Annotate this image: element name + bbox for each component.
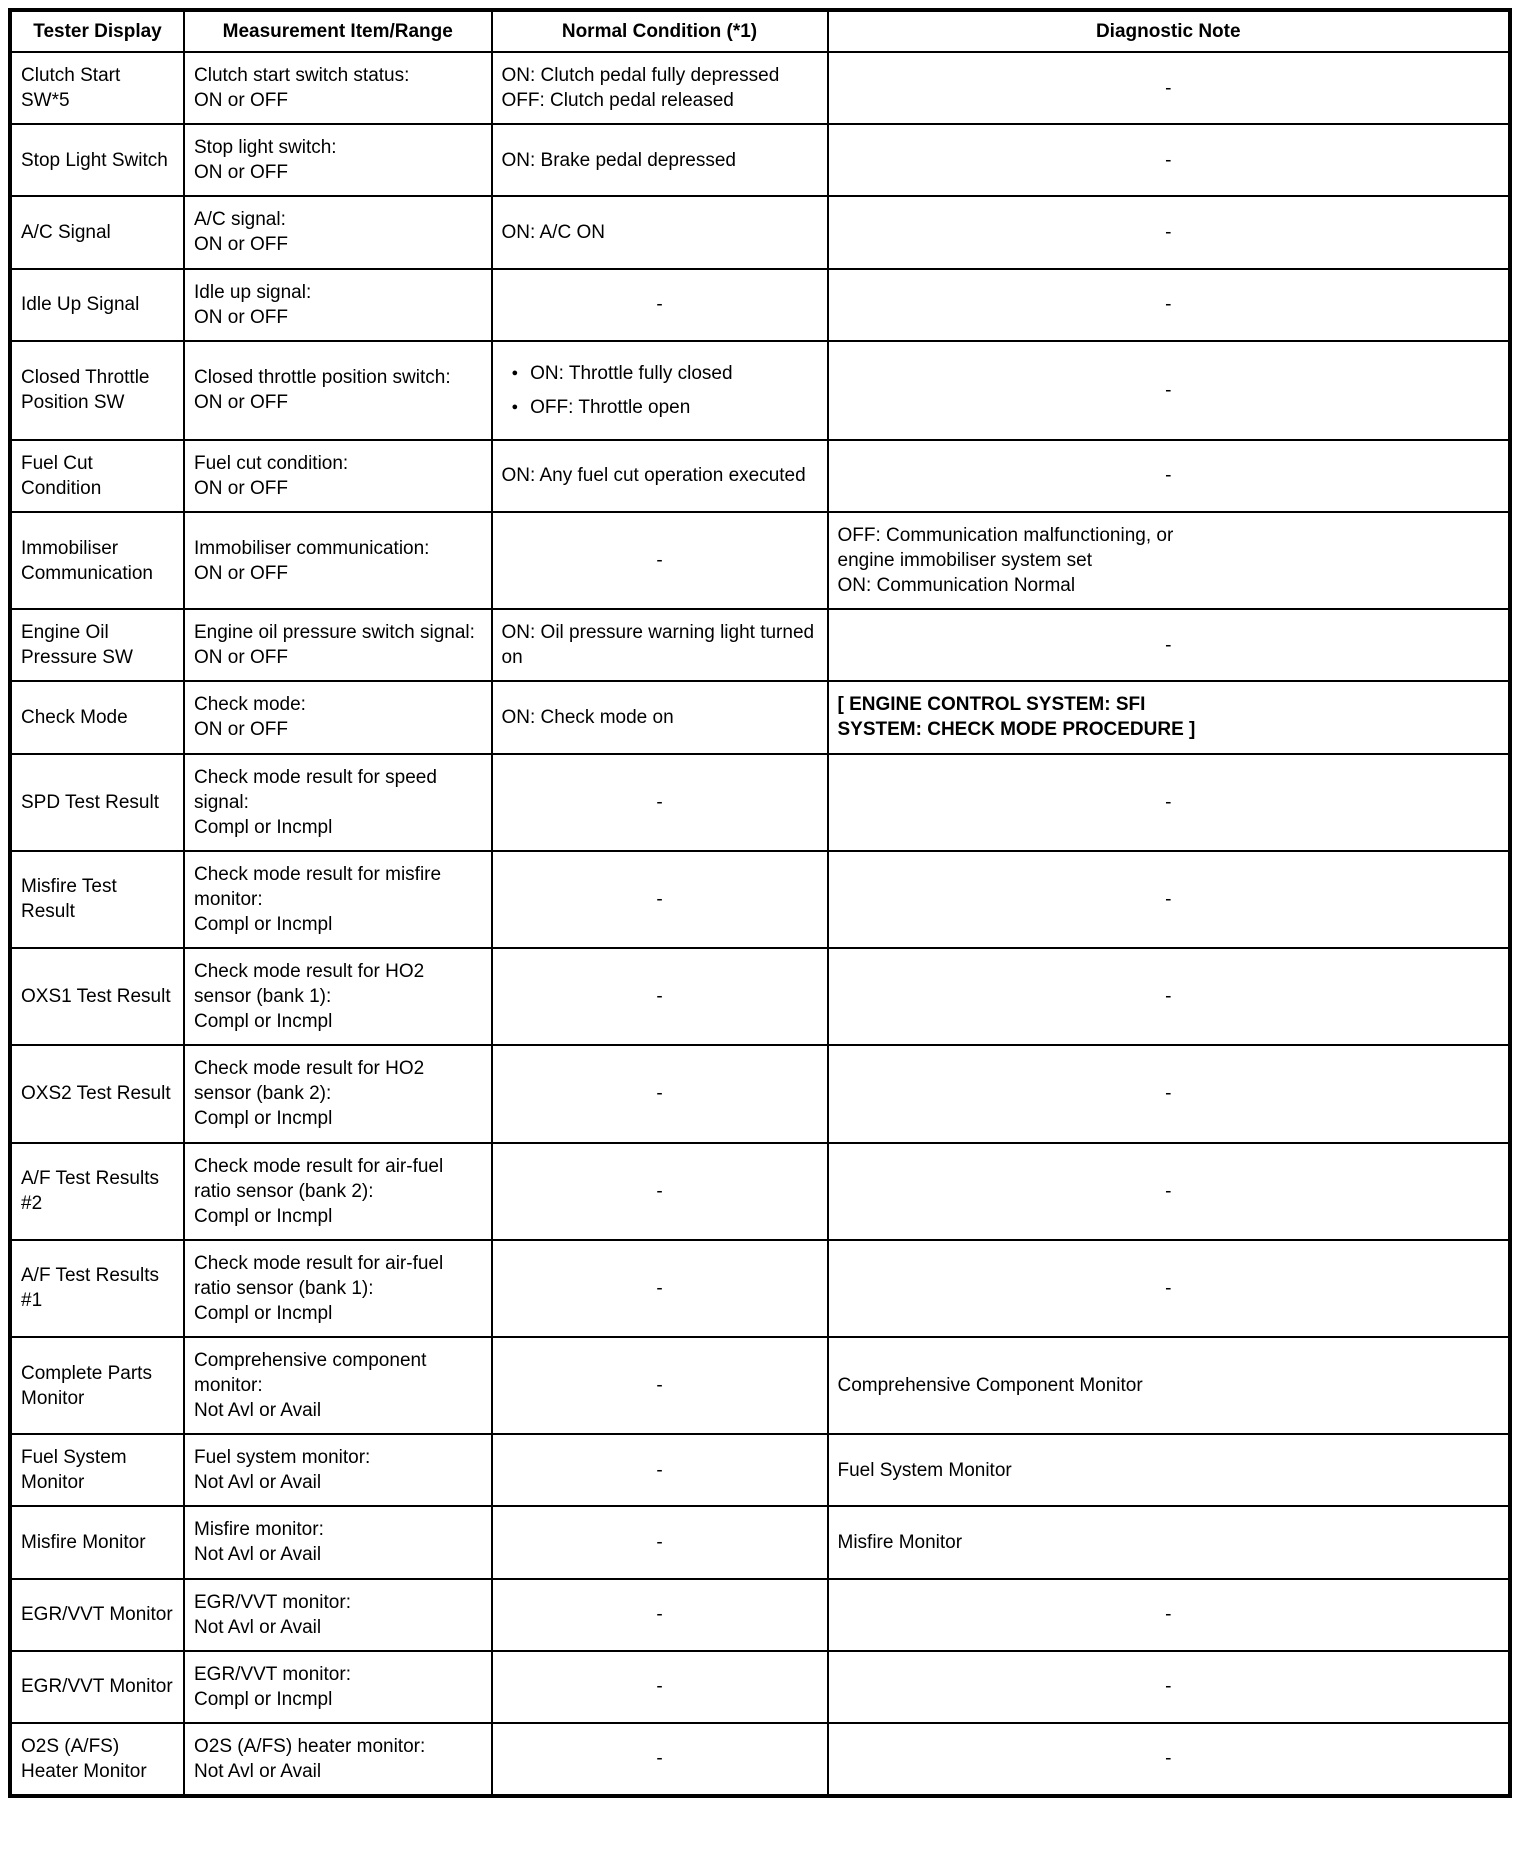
table-row [10,754,1510,851]
normal-condition-cell [492,1434,828,1506]
column-header: Measurement Item/Range [184,10,492,52]
diagnostic-note-cell [828,1723,1511,1796]
measurement-cell [184,124,492,196]
table-row [10,948,1510,1045]
cell-line: Not Avl or Avail [194,1400,322,1422]
cell-line: SYSTEM: CHECK MODE PROCEDURE ] [837,719,1196,741]
table-row [10,1045,1510,1142]
diagnostic-note-cell [828,1045,1511,1142]
normal-condition-cell [492,1579,828,1651]
dash-value: - [656,1676,663,1698]
cell-line: Fuel system monitor: [194,1447,371,1469]
cell-line: Compl or Incmpl [194,1108,333,1130]
cell-line: Not Avl or Avail [194,1616,322,1638]
cell-line: ON: Brake pedal depressed [501,149,736,171]
diagnostic-note-cell [828,512,1511,609]
tester-display-cell: Fuel Cut Condition [10,440,184,512]
measurement-cell [184,1240,492,1337]
table-row [10,440,1510,512]
dash-value: - [1165,634,1172,656]
cell-line: Check mode result for misfire monitor: [194,863,442,910]
measurement-cell [184,609,492,681]
diagnostic-note-cell [828,1434,1511,1506]
measurement-cell [184,1337,492,1434]
table-row [10,851,1510,948]
cell-line: Fuel cut condition: [194,452,349,474]
cell-line: Check mode result for HO2 sensor (bank 2): [194,1058,425,1105]
measurement-cell [184,1045,492,1142]
normal-condition-cell [492,1651,828,1723]
dash-value: - [656,1083,663,1105]
normal-condition-cell [492,1337,828,1434]
cell-line: EGR/VVT monitor: [194,1591,351,1613]
cell-line: ON or OFF [194,562,288,584]
tester-display-cell: O2S (A/FS) Heater Monitor [10,1723,184,1796]
tester-display-cell: Fuel System Monitor [10,1434,184,1506]
dash-value: - [656,1375,663,1397]
diagnostic-note-cell [828,196,1511,268]
measurement-cell [184,948,492,1045]
tester-display-cell: OXS2 Test Result [10,1045,184,1142]
dash-value: - [1165,986,1172,1008]
dash-value: - [1165,1748,1172,1770]
bullet-icon: ● [511,366,519,379]
diagnostic-note-cell [828,609,1511,681]
table-row [10,196,1510,268]
normal-condition-cell [492,609,828,681]
cell-line: Check mode: [194,694,306,716]
cell-line: ON: Clutch pedal fully depressed [501,65,780,87]
cell-line: Check mode result for air-fuel ratio sensor (bank 2): [194,1155,444,1202]
normal-condition-cell [492,1506,828,1578]
cell-line: ON or OFF [194,306,288,328]
dash-value: - [656,1748,663,1770]
table-row [10,1651,1510,1723]
measurement-cell [184,269,492,341]
cell-line: [ ENGINE CONTROL SYSTEM: SFI [837,694,1146,716]
normal-condition-cell [492,512,828,609]
tester-display-cell: Immobiliser Communication [10,512,184,609]
measurement-cell [184,754,492,851]
cell-line: ON: Check mode on [501,706,674,728]
cell-line: engine immobiliser system set [837,550,1092,572]
diagnostic-note-cell [828,440,1511,512]
table-row [10,1143,1510,1240]
cell-line: ON or OFF [194,90,288,112]
dash-value: - [1165,1277,1172,1299]
tester-display-cell: Idle Up Signal [10,269,184,341]
measurement-cell [184,1506,492,1578]
measurement-cell [184,196,492,268]
cell-line: Check mode result for air-fuel ratio sensor (bank 1): [194,1252,444,1299]
normal-condition-cell [492,1045,828,1142]
cell-line: Closed throttle position switch: [194,367,451,389]
normal-condition-cell [492,851,828,948]
table-row [10,1337,1510,1434]
tester-display-cell: Engine Oil Pressure SW [10,609,184,681]
dash-value: - [1165,465,1172,487]
tester-display-cell: SPD Test Result [10,754,184,851]
diagnostic-note-cell [828,341,1511,440]
cell-line: ON or OFF [194,234,288,256]
cell-line: OFF: Clutch pedal released [501,90,734,112]
cell-line: Misfire monitor: [194,1519,324,1541]
cell-line: ON or OFF [194,477,288,499]
tester-display-cell: A/F Test Results #2 [10,1143,184,1240]
cell-line: Compl or Incmpl [194,1011,333,1033]
dash-value: - [1165,791,1172,813]
table-row [10,681,1510,753]
normal-condition-cell [492,52,828,124]
diagnostic-note-cell [828,681,1511,753]
diagnostic-note-cell [828,1651,1511,1723]
dash-value: - [1165,888,1172,910]
cell-line: Comprehensive component monitor: [194,1349,427,1397]
cell-line: Compl or Incmpl [194,1205,333,1227]
header-row [10,10,1510,52]
cell-line: Clutch start switch status: [194,65,410,87]
tester-display-cell: Complete Parts Monitor [10,1337,184,1434]
table-row [10,1506,1510,1578]
cell-line: ON: Communication Normal [837,575,1076,597]
table-row [10,124,1510,196]
normal-condition-cell [492,1723,828,1796]
cell-line: Misfire Monitor [837,1531,963,1553]
dash-value: - [656,550,663,572]
dash-value: - [1165,379,1172,401]
measurement-cell [184,851,492,948]
table-row [10,52,1510,124]
cell-line: ON or OFF [194,647,288,669]
tester-display-cell: Stop Light Switch [10,124,184,196]
cell-line: OFF: Communication malfunctioning, or [837,525,1174,547]
cell-line: Not Avl or Avail [194,1760,322,1782]
cell-line: Compl or Incmpl [194,1302,333,1324]
diagnostic-note-cell [828,1337,1511,1434]
column-header: Diagnostic Note [828,10,1511,52]
table-row [10,512,1510,609]
tester-display-cell: EGR/VVT Monitor [10,1651,184,1723]
dash-value: - [1165,1676,1172,1698]
tester-display-cell: Misfire Monitor [10,1506,184,1578]
measurement-cell [184,1723,492,1796]
measurement-cell [184,1143,492,1240]
diagnostic-note-cell [828,124,1511,196]
dash-value: - [656,791,663,813]
diagnostic-note-cell [828,52,1511,124]
normal-condition-cell [492,269,828,341]
diagnostic-note-cell [828,1240,1511,1337]
normal-condition-cell [492,948,828,1045]
tester-display-cell: Check Mode [10,681,184,753]
table-row [10,341,1510,440]
cell-line: Check mode result for HO2 sensor (bank 1): [194,961,425,1008]
cell-line: EGR/VVT monitor: [194,1663,351,1685]
dash-value: - [656,986,663,1008]
dash-value: - [656,1604,663,1626]
bullet-item [502,395,818,420]
diagnostic-note-cell [828,948,1511,1045]
cell-line: O2S (A/FS) heater monitor: [194,1735,426,1757]
bullet-text: OFF: Throttle open [530,396,691,418]
table-row [10,269,1510,341]
diagnostic-note-cell [828,1579,1511,1651]
cell-line: Idle up signal: [194,281,312,303]
cell-line: ON or OFF [194,392,288,414]
dash-value: - [1165,77,1172,99]
dash-value: - [1165,221,1172,243]
tester-display-cell: EGR/VVT Monitor [10,1579,184,1651]
cell-line: Compl or Incmpl [194,816,333,838]
cell-line: Stop light switch: [194,137,337,159]
dash-value: - [656,1459,663,1481]
tester-display-cell: A/F Test Results #1 [10,1240,184,1337]
measurement-cell [184,681,492,753]
measurement-cell [184,1651,492,1723]
column-header: Normal Condition (*1) [492,10,828,52]
cell-line: Compl or Incmpl [194,913,333,935]
dash-value: - [1165,149,1172,171]
normal-condition-cell [492,1240,828,1337]
cell-line: Comprehensive Component Monitor [837,1375,1143,1397]
table-row [10,1240,1510,1337]
diagnostic-note-cell [828,269,1511,341]
table-body [10,52,1510,1796]
diagnostic-note-cell [828,1143,1511,1240]
measurement-cell [184,512,492,609]
dash-value: - [1165,1083,1172,1105]
normal-condition-cell [492,341,828,440]
cell-line: ON or OFF [194,162,288,184]
normal-condition-cell [492,681,828,753]
bullet-icon: ● [511,400,519,413]
dash-value: - [656,294,663,316]
measurement-cell [184,440,492,512]
measurement-cell [184,52,492,124]
bullet-text: ON: Throttle fully closed [530,362,733,384]
diagnostic-table [8,8,1512,1798]
bullet-item [502,361,818,386]
column-header: Tester Display [10,10,184,52]
tester-display-cell: OXS1 Test Result [10,948,184,1045]
diagnostic-note-cell [828,851,1511,948]
normal-condition-cell [492,754,828,851]
normal-condition-cell [492,440,828,512]
normal-condition-cell [492,124,828,196]
cell-line: ON: Any fuel cut operation executed [501,465,806,487]
dash-value: - [656,1180,663,1202]
cell-line: A/C signal: [194,209,286,231]
cell-line: Immobiliser communication: [194,537,430,559]
dash-value: - [656,1531,663,1553]
cell-line: Check mode result for speed signal: [194,766,437,813]
cell-line: ON or OFF [194,719,288,741]
tester-display-cell: Clutch Start SW*5 [10,52,184,124]
dash-value: - [1165,1180,1172,1202]
cell-line: Engine oil pressure switch signal: [194,622,475,644]
cell-line: Compl or Incmpl [194,1688,333,1710]
tester-display-cell: Misfire Test Result [10,851,184,948]
measurement-cell [184,341,492,440]
cell-line: Fuel System Monitor [837,1459,1012,1481]
table-row [10,1434,1510,1506]
diagnostic-note-cell [828,754,1511,851]
dash-value: - [656,1277,663,1299]
table-row [10,1723,1510,1796]
tester-display-cell: A/C Signal [10,196,184,268]
normal-condition-cell [492,1143,828,1240]
table-row [10,609,1510,681]
dash-value: - [1165,294,1172,316]
cell-line: Not Avl or Avail [194,1544,322,1566]
cell-line: ON: A/C ON [501,221,605,243]
cell-line: ON: Oil pressure warning light turned on [501,622,815,669]
dash-value: - [1165,1604,1172,1626]
tester-display-cell: Closed Throttle Position SW [10,341,184,440]
normal-condition-cell [492,196,828,268]
table-row [10,1579,1510,1651]
measurement-cell [184,1434,492,1506]
dash-value: - [656,888,663,910]
measurement-cell [184,1579,492,1651]
diagnostic-note-cell [828,1506,1511,1578]
cell-line: Not Avl or Avail [194,1472,322,1494]
